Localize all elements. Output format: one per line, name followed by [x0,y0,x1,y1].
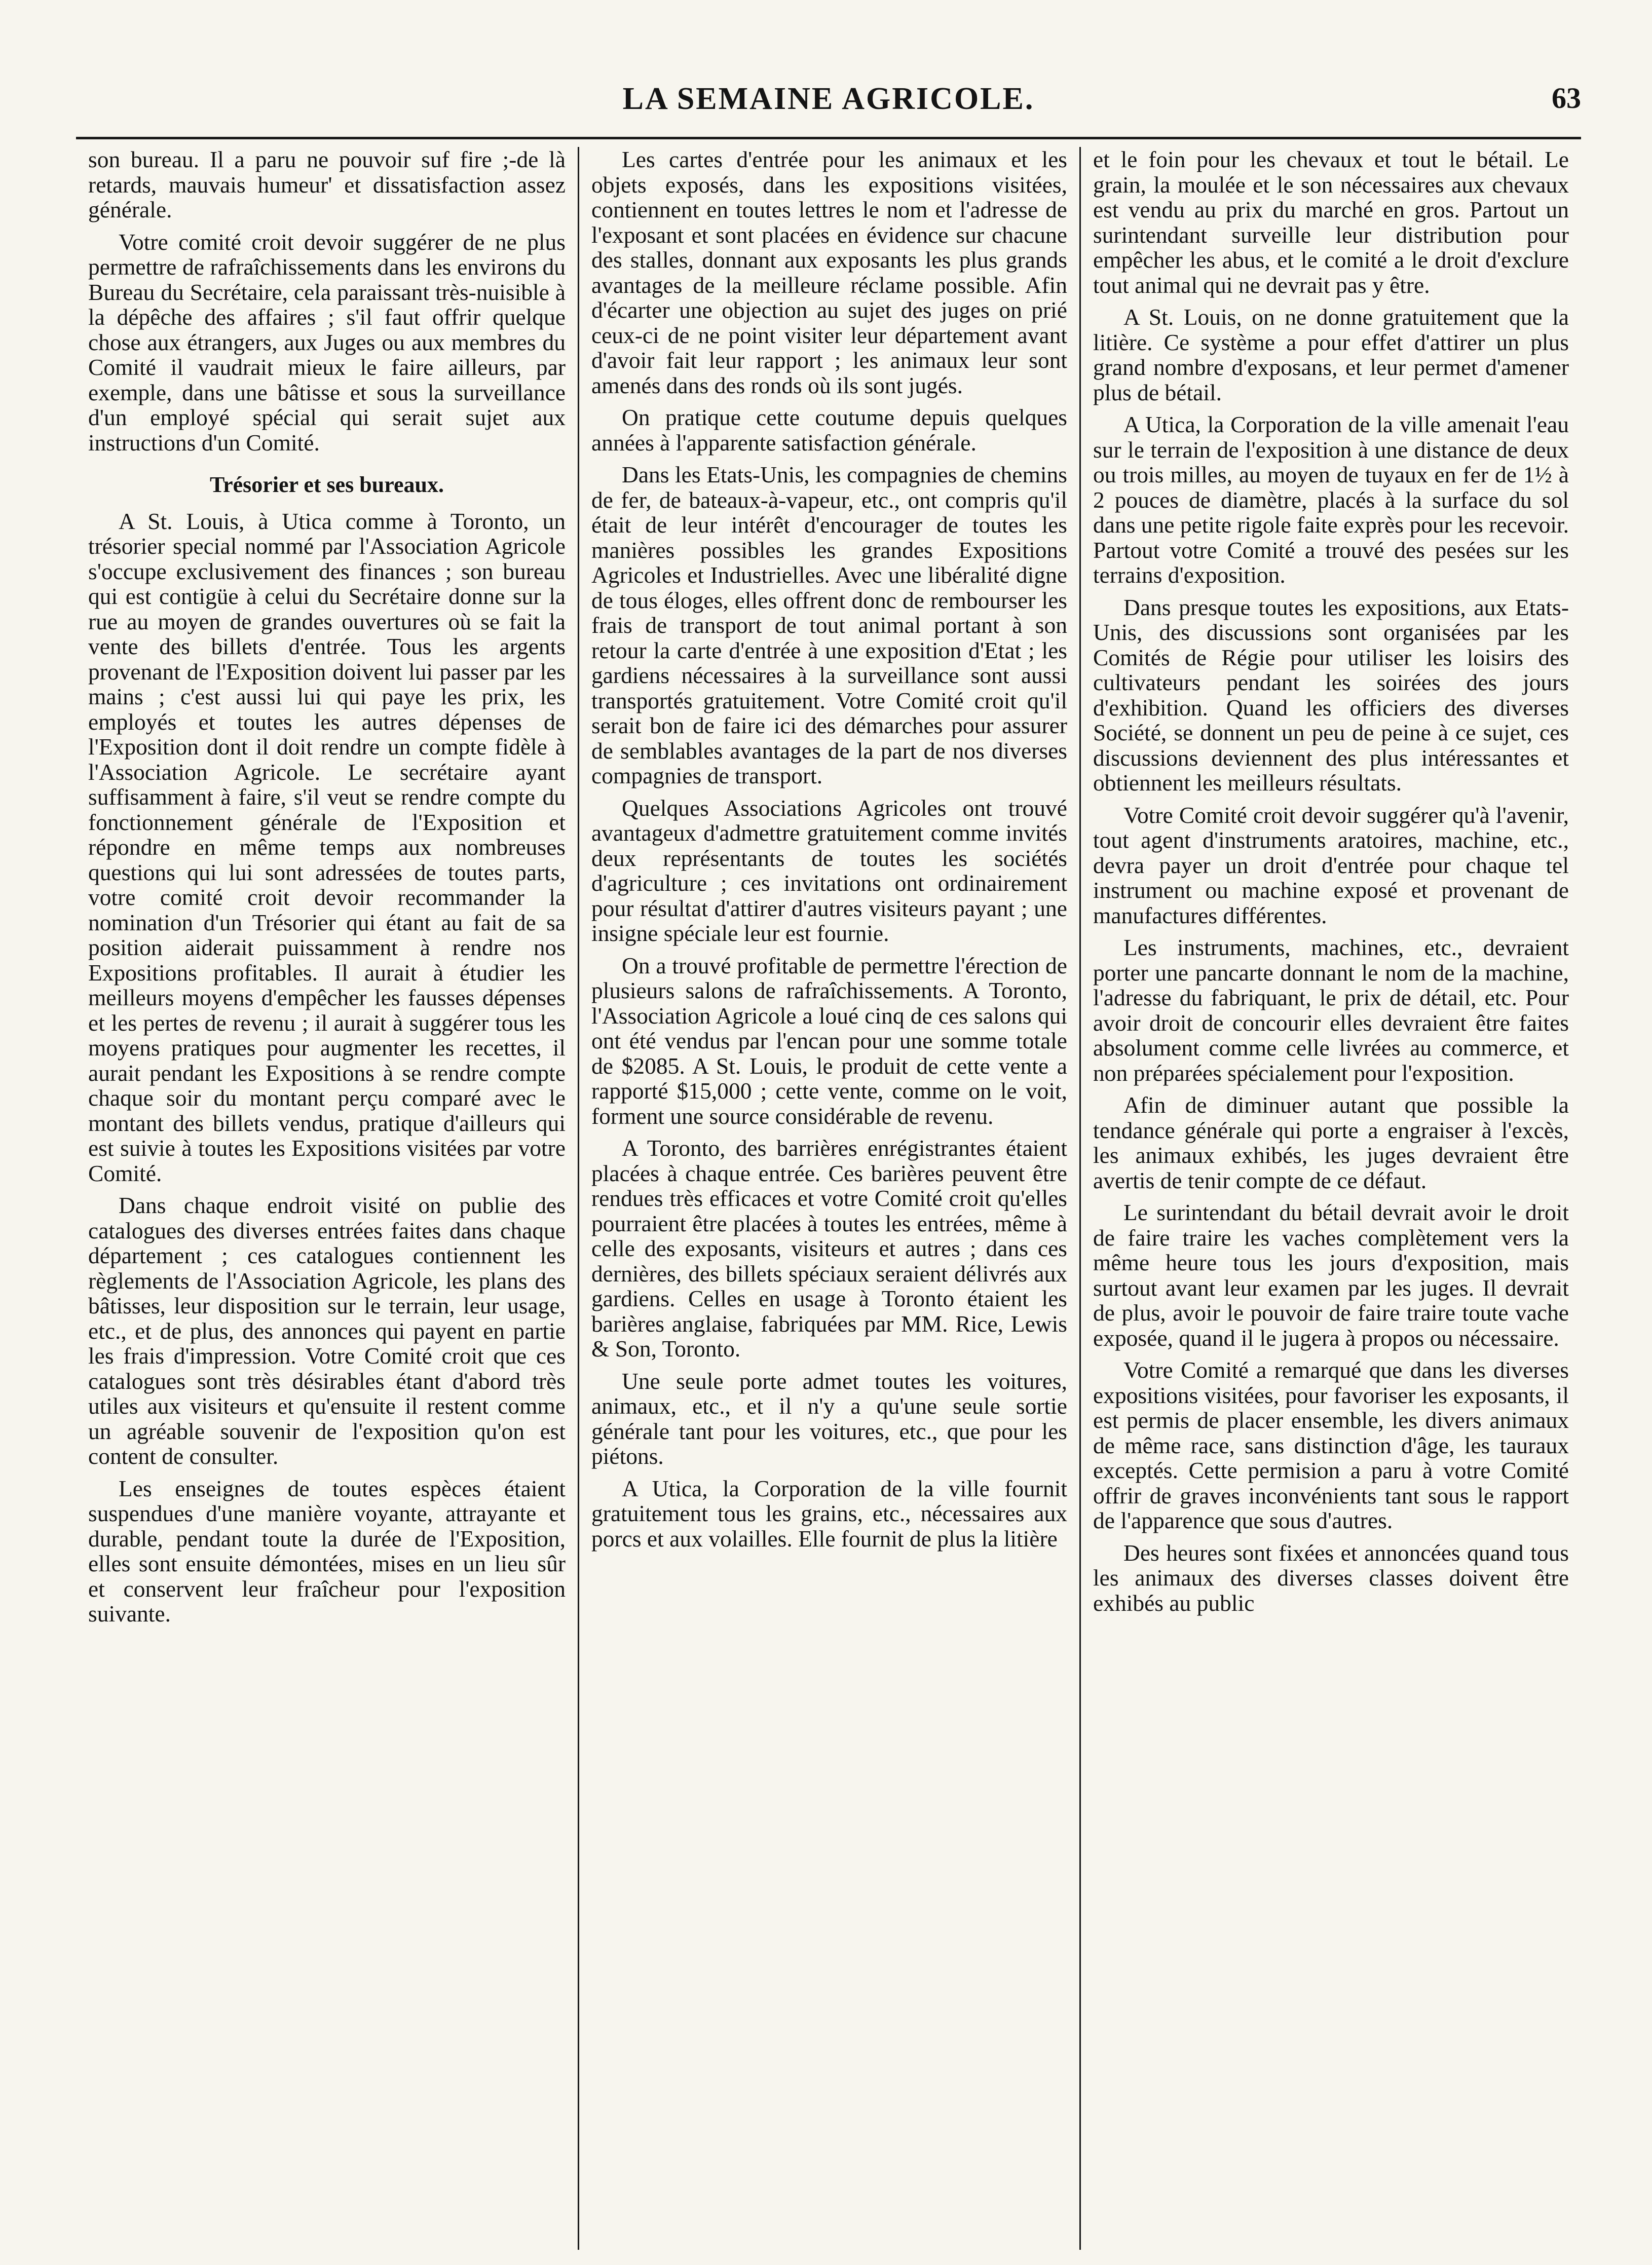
text-columns [76,147,1581,2250]
column-1 [76,147,578,2250]
paragraph: Votre comité croit devoir suggérer de ne plus permettre de rafraîchissements dans les environs du Bureau du Secrétaire, cela paraissant très-nuisible à la dépêche des affaires ; s'il faut offrir quelque chose aux étrangers, aux Juges ou aux membres du Comité il vaudrait mieux le faire ailleurs, par exemple, dans une bâtisse et sous la surveillance d'un employé spécial qui serait sujet aux instructions d'un Comité. [88,229,566,456]
paragraph: Quelques Associations Agricoles ont trouvé avantageux d'admettre gratuitement comme invités deux représentants de toutes les sociétés d'agriculture ; ces invitations ont ordinairement pour résultat d'attirer d'autres visiteurs payant ; une insigne spéciale leur est fournie. [591,795,1067,946]
paragraph: On pratique cette coutume depuis quelques années à l'apparente satisfaction générale. [591,404,1067,456]
paragraph: Les cartes d'entrée pour les animaux et les objets exposés, dans les expositions visitées, contiennent en toutes lettres le nom et l'adresse de l'exposant et sont placées en évidence sur chacune des stalles, donnant aux exposants les plus grands avantages de la meilleure réclame possible. Afin d'écarter une objection au sujet des juges on prié ceux-ci de ne point visiter leur département avant d'avoir fait leur rapport ; les animaux leur sont amenés dans des ronds où ils sont jugés. [591,147,1067,398]
paragraph: Afin de diminuer autant que possible la tendance générale qui porte a engraiser à l'excès, les animaux exhibés, les juges devraient être avertis de tenir compte de ce défaut. [1093,1092,1569,1193]
paragraph: son bureau. Il a paru ne pouvoir suf fire ;-de là retards, mauvais humeur' et dissatisfaction assez générale. [88,147,566,222]
paragraph: Les enseignes de toutes espèces étaient suspendues d'une manière voyante, attrayante et durable, pendant toute la durée de l'Exposition, elles sont ensuite démontées, mises en un lieu sûr et conservent leur fraîcheur pour l'exposition suivante. [88,1475,566,1627]
column-3 [1079,147,1581,2250]
paragraph: Dans chaque endroit visité on publie des catalogues des diverses entrées faites dans chaque département ; ces catalogues contiennent les règlements de l'Association Agricole, les plans des bâtisses, leur disposition sur le terrain, leur usage, etc., et de plus, des annonces qui payent en partie les frais d'impression. Votre Comité croit que ces catalogues sont très désirables étant d'abord très utiles aux visiteurs et qu'ensuite il restent comme un agréable souvenir de l'exposition qu'on est content de consulter. [88,1192,566,1469]
running-title: LA SEMAINE AGRICOLE. [622,82,1035,116]
paragraph: Les instruments, machines, etc., devraient porter une pancarte donnant le nom de la machine, l'adresse du fabriquant, le prix de détail, etc. Pour avoir droit de concourir elles devraient être faites absolument comme celle livrées au commerce, et non préparées spécialement pour l'exposition. [1093,934,1569,1086]
paragraph: Des heures sont fixées et annoncées quand tous les animaux des diverses classes doivent être exhibés au public [1093,1539,1569,1616]
paragraph: et le foin pour les chevaux et tout le bétail. Le grain, la moulée et le son nécessaires aux chevaux est vendu au prix du marché en gros. Partout un surintendant surveille leur distribution pour empêcher les abus, et le comité a le droit d'exclure tout animal qui ne devrait pas y être. [1093,147,1569,298]
paragraph: Une seule porte admet toutes les voitures, animaux, etc., et il n'y a qu'une seule sortie générale tant pour les voitures, etc., que pour les piétons. [591,1368,1067,1469]
paragraph: A St. Louis, à Utica comme à Toronto, un trésorier special nommé par l'Association Agricole s'occupe exclusivement des finances ; son bureau qui est contigüe à celui du Secrétaire donne sur la rue au moyen de grandes ouvertures où se fait la vente des billets d'entrée. Tous les argents provenant de l'Exposition doivent lui passer par les mains ; c'est aussi lui qui paye les prix, les employés et toutes les autres dépenses de l'Exposition dont il doit rendre un compte fidèle à l'Association Agricole. Le secrétaire ayant suffisamment à faire, s'il veut se rendre compte du fonctionnement générale de l'Exposition et répondre en même temps aux nombreuses questions qui lui sont adressées de toutes parts, votre comité croit devoir recommander la nomination d'un Trésorier qui étant au fait de sa position aiderait puissamment à rendre nos Expositions profitables. Il aurait à étudier les meilleurs moyens d'empêcher les fausses dépenses et les pertes de revenu ; il aurait à suggérer tous les moyens pratiques pour augmenter les recettes, il aurait pendant les Expositions à se rendre compte chaque soir du montant perçu comparé avec le montant des billets vendus, pratique d'ailleurs qui est suivie à toutes les Expositions visitées par votre Comité. [88,508,566,1186]
column-2 [578,147,1079,2250]
paragraph: A Utica, la Corporation de la ville fournit gratuitement tous les grains, etc., nécessaires aux porcs et aux volailles. Elle fournit de plus la litière [591,1475,1067,1552]
paragraph: Votre Comité croit devoir suggérer qu'à l'avenir, tout agent d'instruments aratoires, machine, etc., devra payer un droit d'entrée pour chaque tel instrument ou machine exposé et provenant de manufactures différentes. [1093,802,1569,928]
paragraph: A Utica, la Corporation de la ville amenait l'eau sur le terrain de l'exposition à une distance de deux ou trois milles, au moyen de tuyaux en fer de 1½ à 2 pouces de diamètre, placés à la surface du sol dans une petite rigole faite exprès pour les recevoir. Partout votre Comité a trouvé des pesées sur les terrains d'exposition. [1093,411,1569,588]
paragraph: Votre Comité a remarqué que dans les diverses expositions visitées, pour favoriser les exposants, il est permis de placer ensemble, les divers animaux de même race, sans distinction d'âge, les tauraux exceptés. Cette permision a paru à votre Comité offrir de graves inconvénients tant sous le rapport de l'apparence que sous d'autres. [1093,1357,1569,1533]
paragraph: A St. Louis, on ne donne gratuitement que la litière. Ce système a pour effet d'attirer un plus grand nombre d'exposans, et leur permet d'amener plus de bétail. [1093,304,1569,405]
section-heading: Trésorier et ses bureaux. [210,472,444,497]
page-header [76,81,1581,139]
paragraph: Dans presque toutes les expositions, aux Etats-Unis, des discussions sont organisées par les Comités de Régie pour utiliser les loisirs des cultivateurs pendant les soirées des jours d'exhibition. Quand les officiers des diverses Société, se donnent un peu de peine à ce sujet, ces discussions deviennent des plus intéressantes et obtiennent les meilleurs résultats. [1093,594,1569,796]
paragraph: Le surintendant du bétail devrait avoir le droit de faire traire les vaches complètement vers la même heure tous les jours d'exposition, mais surtout avant leur examen par les juges. Il devrait de plus, avoir le pouvoir de faire traire toute vache exposée, quand il le jugera à propos ou nécessaire. [1093,1199,1569,1351]
page-number: 63 [1552,82,1581,115]
paragraph: Dans les Etats-Unis, les compagnies de chemins de fer, de bateaux-à-vapeur, etc., ont compris qu'il était de leur intérêt d'encourager de toutes les manières possibles les grandes Expositions Agricoles et Industrielles. Avec une libéralité digne de tous éloges, elles offrent donc de rembourser les frais de transport de tout animal portant à son retour la carte d'entrée à une exposition d'Etat ; les gardiens nécessaires à la surveillance sont aussi transportés gratuitement. Votre Comité croit qu'il serait bon de faire ici des démarches pour assurer de semblables avantages de la part de nos diverses compagnies de transport. [591,462,1067,788]
paragraph: A Toronto, des barrières enrégistrantes étaient placées à chaque entrée. Ces barières peuvent être rendues très efficaces et votre Comité croit qu'elles pourraient être placées à toutes les entrées, même à celle des exposants, visiteurs et autres ; dans ces dernières, des billets spéciaux seraient délivrés aux gardiens. Celles en usage à Toronto étaient les barières anglaise, fabriquées par MM. Rice, Lewis & Son, Toronto. [591,1135,1067,1362]
paragraph: On a trouvé profitable de permettre l'érection de plusieurs salons de rafraîchissements. A Toronto, l'Association Agricole a loué cinq de ces salons qui ont été vendus par l'encan pour une somme totale de $2085. A St. Louis, le produit de cette vente a rapporté $15,000 ; cette vente, comme on le voit, forment une source considérable de revenu. [591,952,1067,1129]
